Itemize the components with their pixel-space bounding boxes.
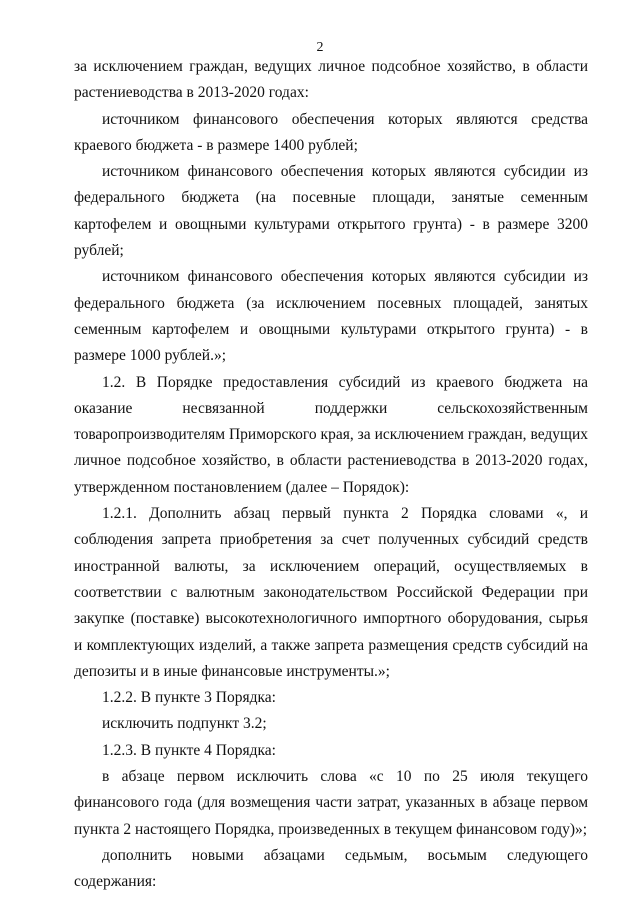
- paragraph-3: источником финансового обеспечения которых являются субсидии из федерального бюджета (на посевные площади, занятые семенным картофелем и овощными культурами открытого грунта) - в размере 3200 рублей;: [74, 163, 588, 260]
- paragraph-8: исключить подпункт 3.2;: [102, 715, 267, 733]
- paragraph-6: 1.2.1. Дополнить абзац первый пункта 2 Порядка словами «, и соблюдения запрета приобретения за счет полученных субсидий средств иностранной валюты, за исключением операций, осуществляемых в соответствии с валютным законодательством Российской Федерации при закупке (поставке) высокотехнологичного импортного оборудования, сырья и комплектующих изделий, а также запрета размещения средств субсидий на депозиты и в иные финансовые инструменты.»;: [74, 505, 588, 680]
- paragraph-2: источником финансового обеспечения которых являются средства краевого бюджета - в размере 1400 рублей;: [74, 110, 588, 154]
- document-body: [74, 54, 588, 896]
- paragraph-4: источником финансового обеспечения которых являются субсидии из федерального бюджета (за исключением посевных площадей, занятых семенным картофелем и овощными культурами открытого грунта) - в размере 1000 рублей.»;: [74, 268, 588, 365]
- paragraph-5: 1.2. В Порядке предоставления субсидий из краевого бюджета на оказание несвязанной поддержки сельскохозяйственным товаропроизводителям Приморского края, за исключением граждан, ведущих личное подсобное хозяйство, в области растениеводства в 2013-2020 годах, утвержденном постановлением (далее – Порядок):: [74, 373, 588, 496]
- paragraph-7: 1.2.2. В пункте 3 Порядка:: [102, 689, 276, 707]
- paragraph-9: 1.2.3. В пункте 4 Порядка:: [102, 741, 276, 759]
- paragraph-11: дополнить новыми абзацами седьмым, восьмым следующего содержания:: [74, 846, 588, 891]
- paragraph-10: в абзаце первом исключить слова «с 10 по 25 июля текущего финансового года (для возмещения части затрат, указанных в абзаце первом пункта 2 настоящего Порядка, произведенных в текущем финансовом году)»;: [74, 768, 588, 838]
- page-number: 2: [316, 40, 324, 55]
- paragraph-1: за исключением граждан, ведущих личное подсобное хозяйство, в области растениеводства в 2013-2020 годах:: [74, 58, 588, 102]
